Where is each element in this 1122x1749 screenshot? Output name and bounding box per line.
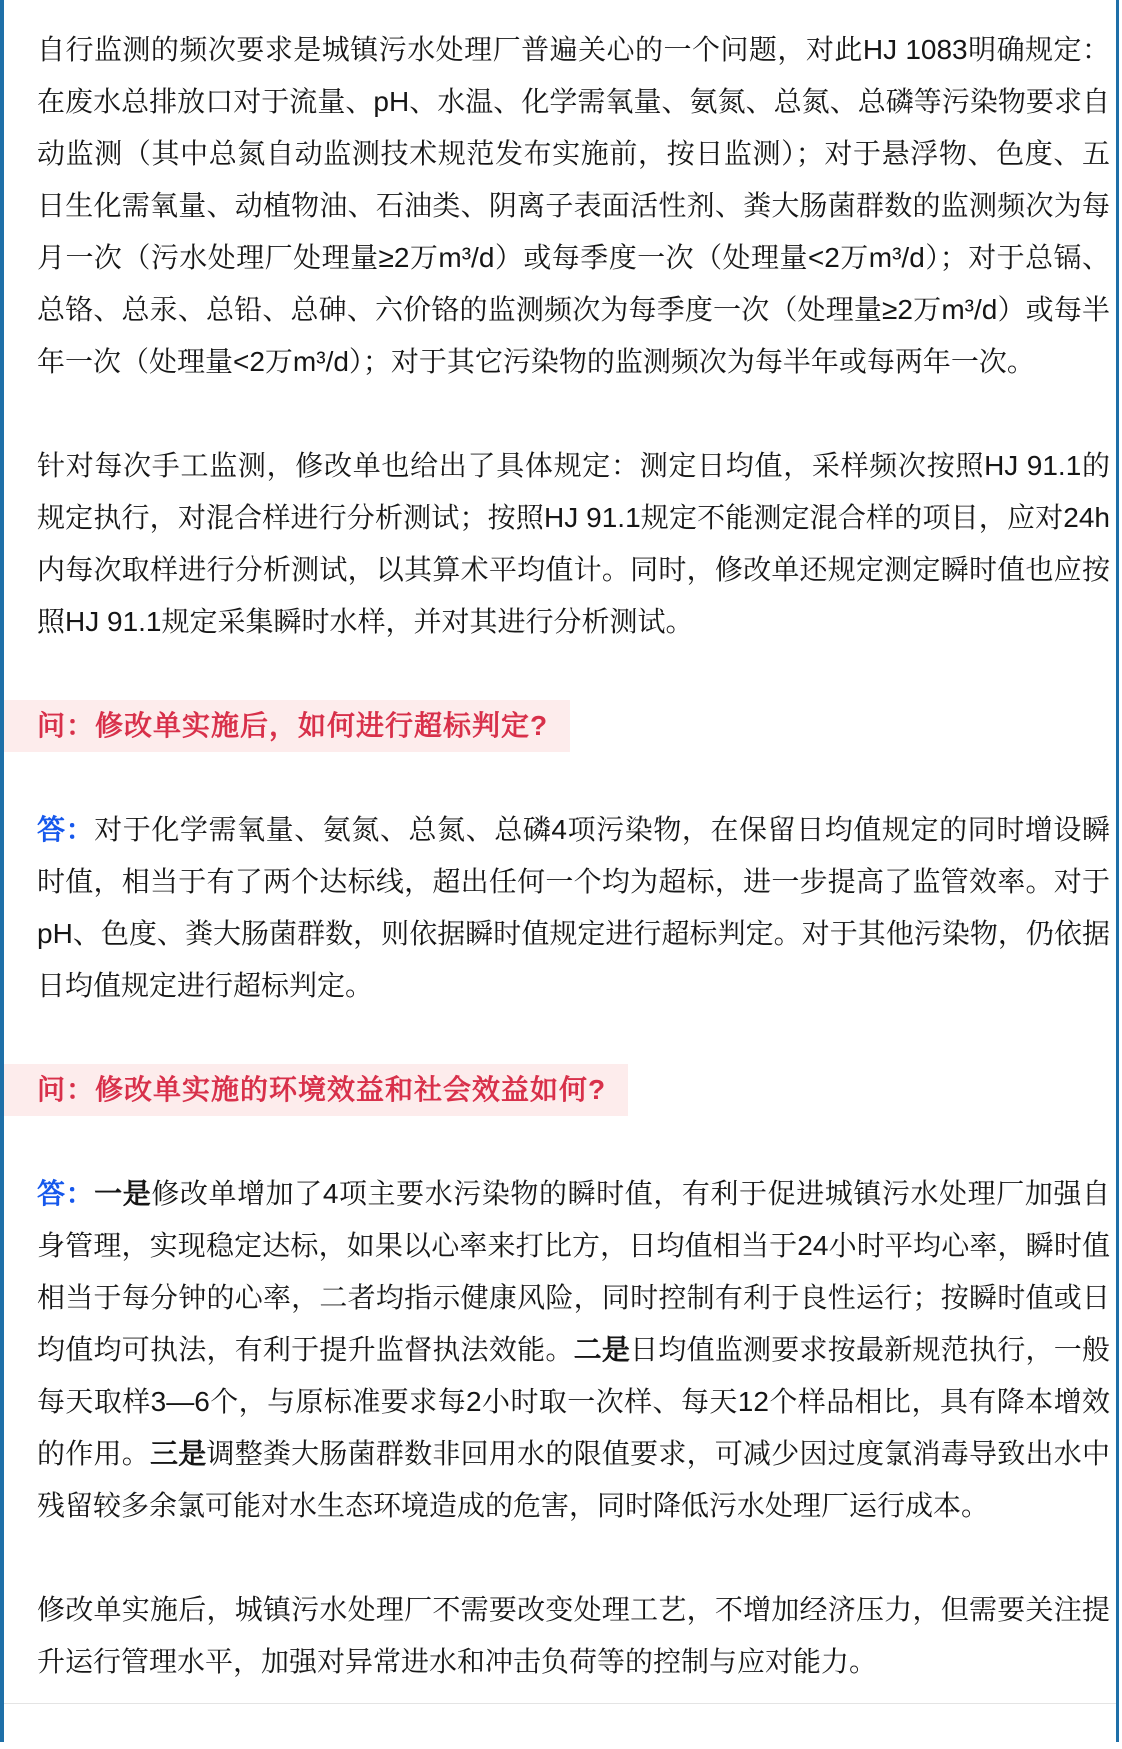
point-two-text: 日均值监测要求按最新规范执行，一般每天取样3—6个，与原标准要求每2小时取一次样、每天12个样品相比，具有降本增效的作用。 bbox=[37, 1334, 1110, 1469]
paragraph-manual-monitoring: 针对每次手工监测，修改单也给出了具体规定：测定日均值，采样频次按照HJ 91.1的规定执行，对混合样进行分析测试；按照HJ 91.1规定不能测定混合样的项目，应对24h内每次取样进行分析测试，以其算术平均值计。同时，修改单还规定测定瞬时值也应按照HJ 91.1规定采集瞬时水样，并对其进行分析测试。 bbox=[37, 450, 1110, 637]
answer-benefits bbox=[37, 1168, 1110, 1532]
left-accent-border bbox=[0, 0, 4, 1742]
question-heading-benefits bbox=[37, 1064, 1110, 1116]
answer-exceedance bbox=[37, 804, 1110, 1012]
bottom-divider bbox=[4, 1703, 1116, 1704]
answer-prefix: 答： bbox=[37, 814, 95, 845]
paragraph-monitoring-frequency: 自行监测的频次要求是城镇污水处理厂普遍关心的一个问题，对此HJ 1083明确规定：在废水总排放口对于流量、pH、水温、化学需氧量、氨氮、总氮、总磷等污染物要求自动监测（其中总氮自动监测技术规范发布实施前，按日监测）；对于悬浮物、色度、五日生化需氧量、动植物油、石油类、阴离子表面活性剂、粪大肠菌群数的监测频次为每月一次（污水处理厂处理量≥2万m³/d）或每季度一次（处理量<2万m³/d）；对于总镉、总铬、总汞、总铅、总砷、六价铬的监测频次为每季度一次（处理量≥2万m³/d）或每半年一次（处理量<2万m³/d）；对于其它污染物的监测频次为每半年或每两年一次。 bbox=[37, 34, 1110, 377]
point-three-text: 调整粪大肠菌群数非回用水的限值要求，可减少因过度氯消毒导致出水中残留较多余氯可能对水生态环境造成的危害，同时降低污水处理厂运行成本。 bbox=[37, 1438, 1110, 1521]
paragraph-closing: 修改单实施后，城镇污水处理厂不需要改变处理工艺，不增加经济压力，但需要关注提升运行管理水平，加强对异常进水和冲击负荷等的控制与应对能力。 bbox=[37, 1594, 1110, 1677]
answer-prefix: 答： bbox=[37, 1178, 95, 1209]
point-two-label: 二是 bbox=[573, 1334, 631, 1365]
question-highlight: 问：修改单实施的环境效益和社会效益如何? bbox=[4, 1064, 628, 1116]
question-heading-exceedance bbox=[37, 700, 1110, 752]
question-highlight: 问：修改单实施后，如何进行超标判定? bbox=[4, 700, 570, 752]
point-three-label: 三是 bbox=[149, 1438, 207, 1469]
point-one-text: 修改单增加了4项主要水污染物的瞬时值，有利于促进城镇污水处理厂加强自身管理，实现稳定达标，如果以心率来打比方，日均值相当于24小时平均心率，瞬时值相当于每分钟的心率，二者均指示健康风险，同时控制有利于良性运行；按瞬时值或日均值均可执法，有利于提升监督执法效能。 bbox=[37, 1178, 1110, 1365]
answer-body: 对于化学需氧量、氨氮、总氮、总磷4项污染物，在保留日均值规定的同时增设瞬时值，相当于有了两个达标线，超出任何一个均为超标，进一步提高了监管效率。对于pH、色度、粪大肠菌群数，则依据瞬时值规定进行超标判定。对于其他污染物，仍依据日均值规定进行超标判定。 bbox=[37, 814, 1110, 1001]
right-accent-border bbox=[1116, 0, 1119, 1742]
point-one-label: 一是 bbox=[94, 1178, 152, 1209]
